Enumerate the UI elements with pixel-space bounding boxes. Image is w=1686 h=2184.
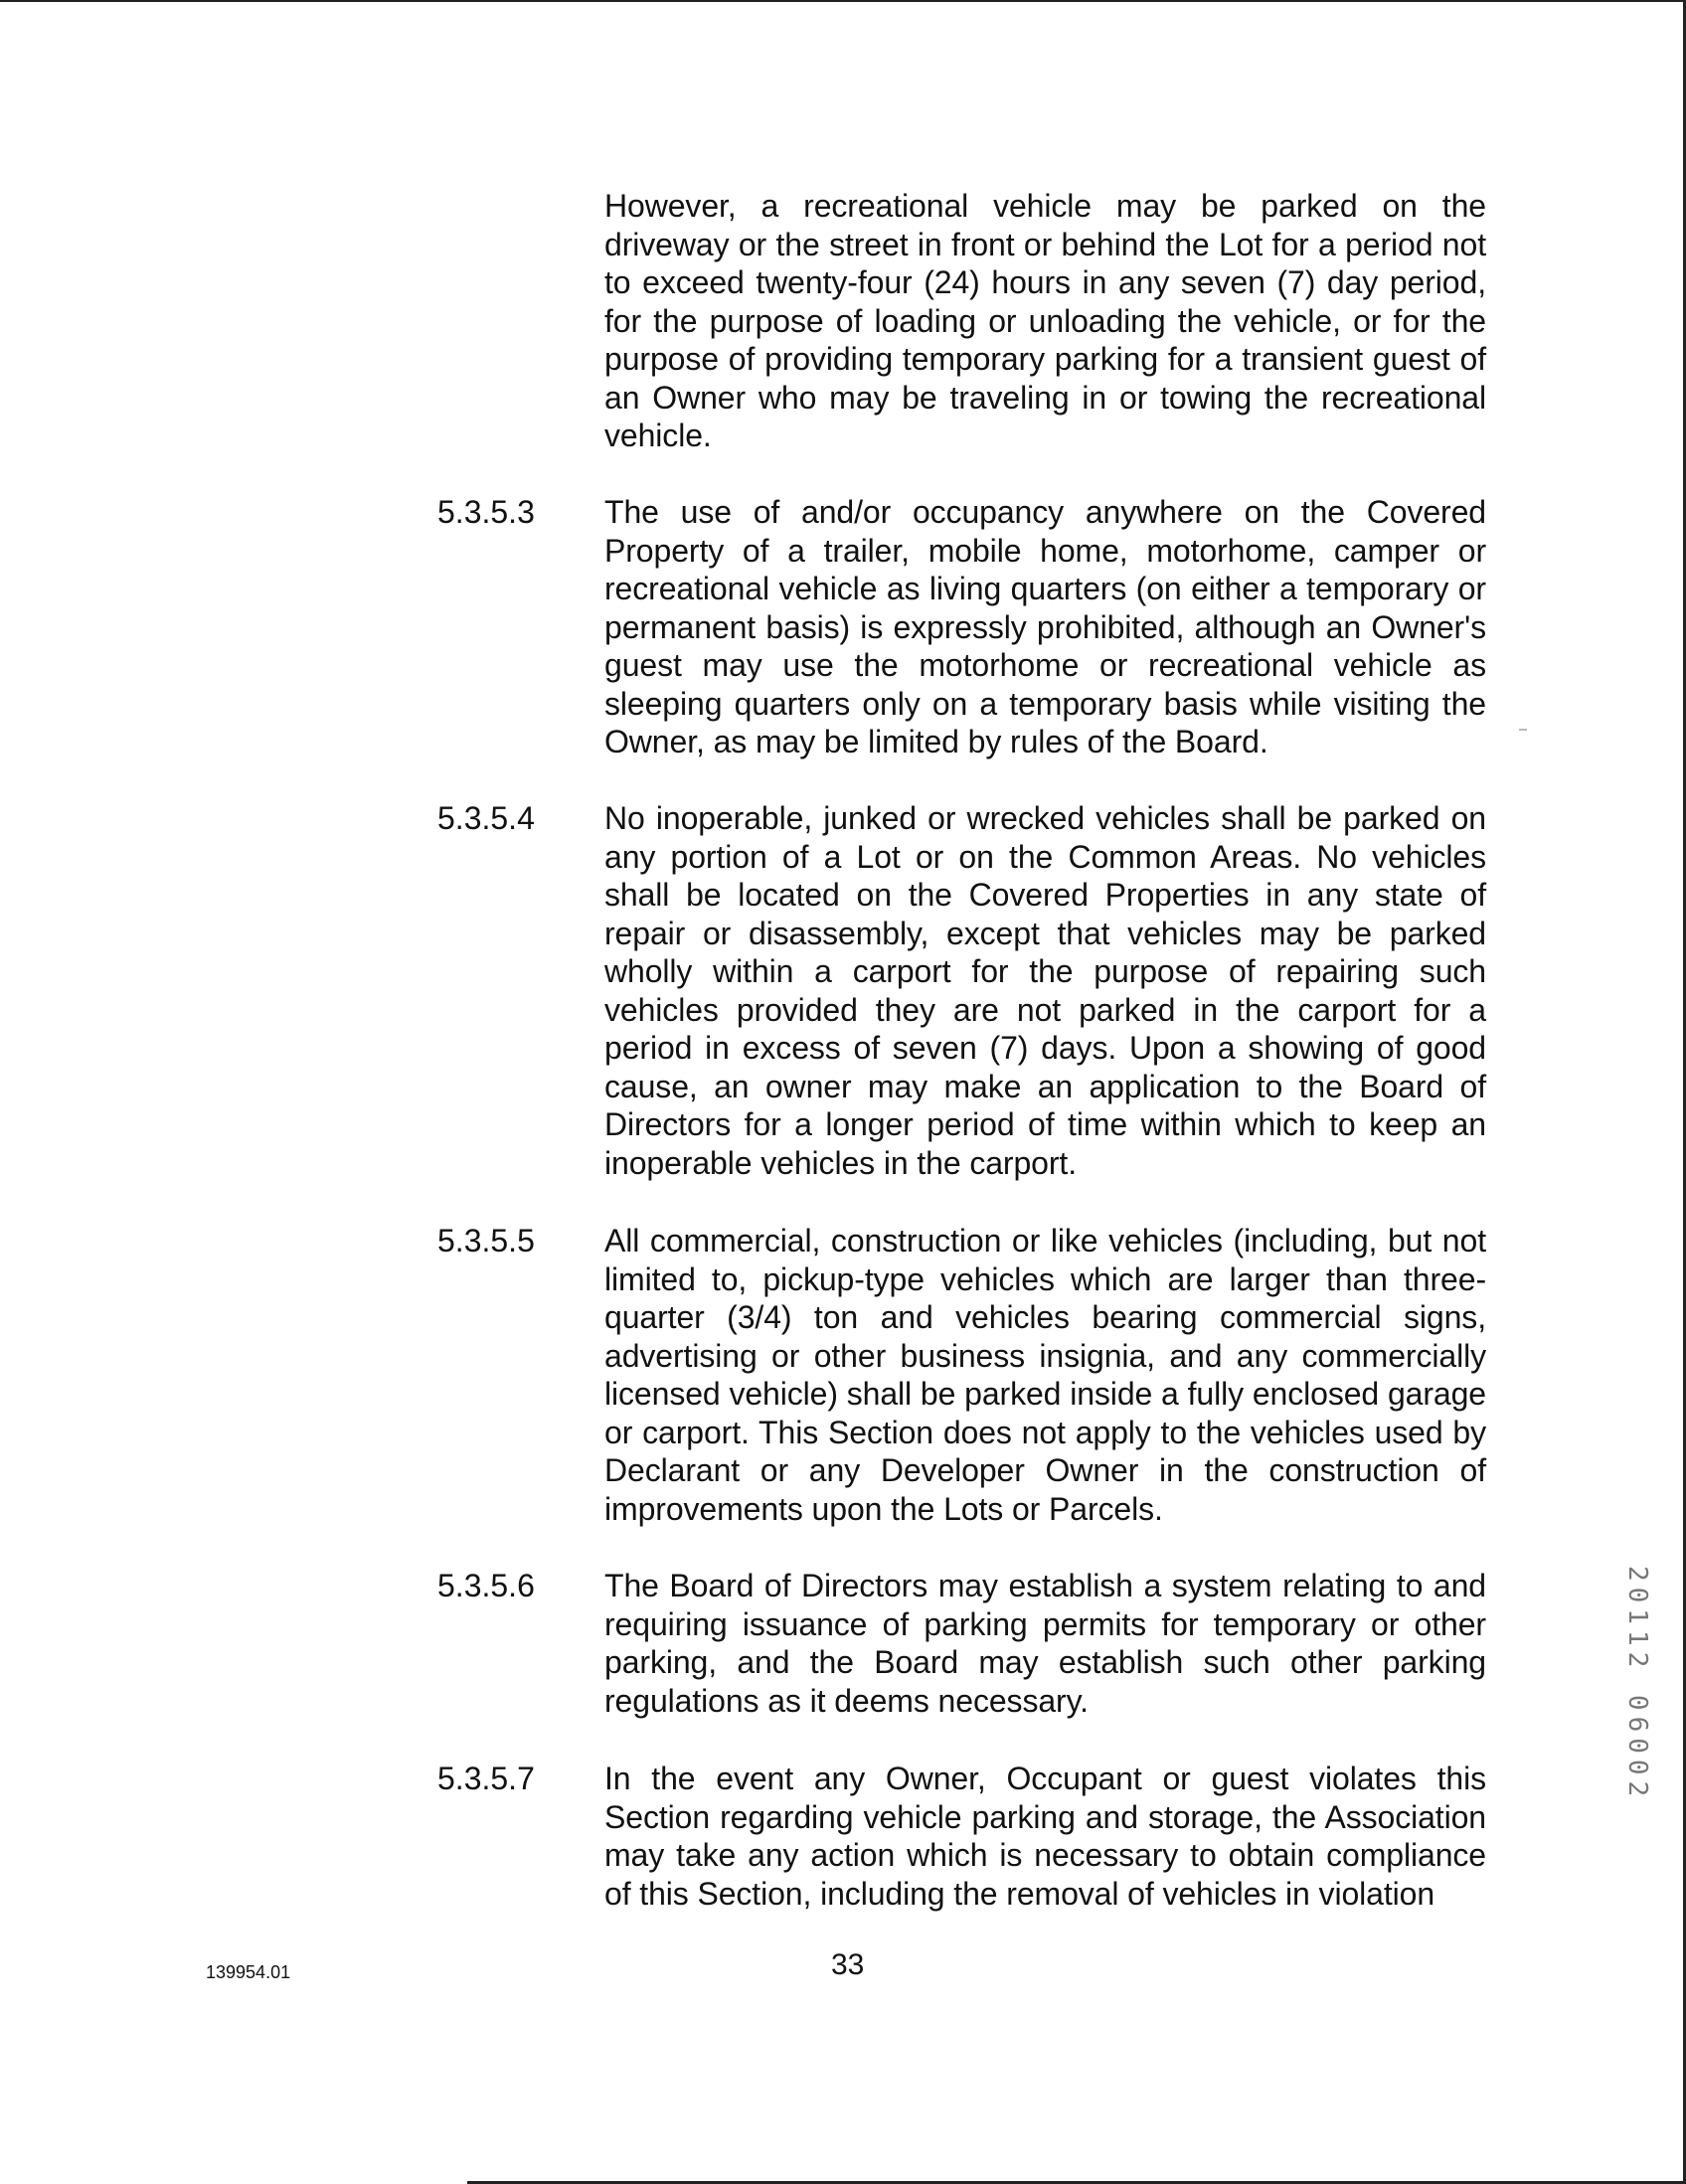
section-text: The use of and/or occupancy anywhere on the Covered Property of a trailer, mobile home, motorhome, camper or recreational vehicle as living quarters (on either a temporary or permanent basis) is expressly prohibited, although an Owner's guest may use the motorhome or recreational vehicle as sleeping quarters only on a temporary basis while visiting the Owner, as may be limited by rules of the Board. [604, 494, 1486, 759]
page-number: 33 [831, 1948, 865, 1981]
section-number: 5.3.5.3 [437, 494, 535, 530]
section-number: 5.3.5.5 [437, 1223, 535, 1259]
section-number: 5.3.5.6 [437, 1568, 535, 1603]
section-number: 5.3.5.7 [437, 1761, 535, 1796]
section-text: However, a recreational vehicle may be parked on the driveway or the street in front or behind the Lot for a period not to exceed twenty-four (24) hours in any seven (7) day period, for the purpose of loading or unloading the vehicle, or for the purpose of providing temporary parking for a transient guest of an Owner who may be traveling in or towing the recreational vehicle. [604, 188, 1486, 453]
section-text: No inoperable, junked or wrecked vehicles shall be parked on any portion of a Lot or on the Common Areas. No vehicles shall be located on the Covered Properties in any state of repair or disassembly, except that vehicles may be parked wholly within a carport for the purpose of repairing such vehicles provided they are not parked in the carport for a period in excess of seven (7) days. Upon a showing of good cause, an owner may make an application to the Board of Directors for a longer period of time within which to keep an inoperable vehicles in the carport. [604, 800, 1486, 1181]
scan-edge-top [0, 0, 1686, 2]
section-text: All commercial, construction or like vehicles (including, but not limited to, pickup-type vehicles which are larger than three-quarter (3/4) ton and vehicles bearing commercial signs, advertising or other business insignia, and any commercially licensed vehicle) shall be parked inside a fully enclosed garage or carport. This Section does not apply to the vehicles used by Declarant or any Developer Owner in the construction of improvements upon the Lots or Parcels. [604, 1223, 1486, 1527]
section-text: In the event any Owner, Occupant or guest violates this Section regarding vehicle parking and storage, the Association may take any action which is necessary to obtain compliance of this Section, including the removal of vehicles in violation [604, 1761, 1486, 1912]
section-number: 5.3.5.4 [437, 800, 535, 836]
document-id: 139954.01 [206, 1962, 291, 1982]
section-text: The Board of Directors may establish a system relating to and requiring issuance of parking permits for temporary or other parking, and the Board may establish such other parking regulations as it deems necessary. [604, 1568, 1486, 1719]
margin-stamp [1622, 1566, 1652, 1914]
margin-stamp-text: 20112 06002 [1622, 1566, 1652, 1803]
scan-smudge [1519, 729, 1527, 731]
